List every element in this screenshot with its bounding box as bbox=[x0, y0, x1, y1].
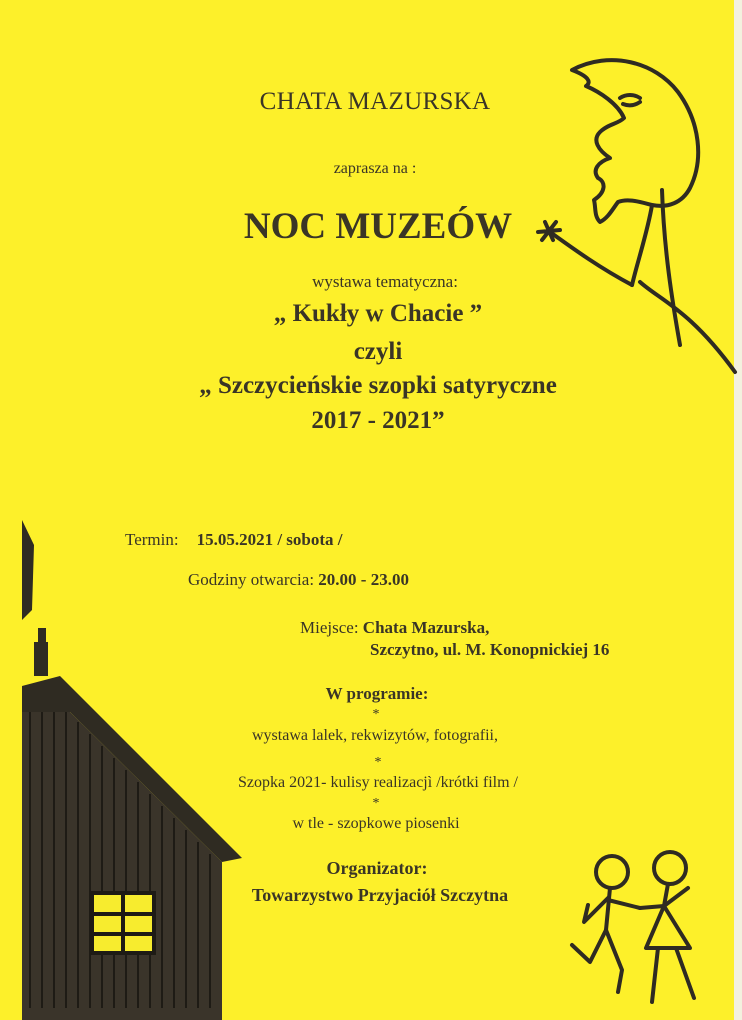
hours-value: 20.00 - 23.00 bbox=[318, 570, 409, 589]
hours-row bbox=[188, 570, 409, 590]
exhibition-label: wystawa tematyczna: bbox=[312, 272, 458, 291]
date-value: 15.05.2021 / sobota / bbox=[196, 530, 343, 549]
date-label: Termin: bbox=[125, 530, 179, 549]
wooden-house-icon bbox=[22, 520, 242, 1020]
place-label: Miejsce: bbox=[300, 618, 359, 637]
program-item: Szopka 2021- kulisy realizacjì /krótki film / bbox=[238, 774, 518, 791]
moon-face-icon bbox=[538, 60, 735, 372]
invite-text: zaprasza na : bbox=[333, 160, 417, 177]
place-line2: Szczytno, ul. M. Konopnickiej 16 bbox=[370, 640, 610, 659]
place-row bbox=[300, 618, 489, 638]
exhibition-years: 2017 - 2021” bbox=[311, 407, 445, 434]
date-row bbox=[125, 530, 343, 550]
dancing-couple-icon bbox=[572, 852, 694, 1002]
place-line1: Chata Mazurska, bbox=[362, 618, 490, 637]
exhibition-subtitle: „ Szczycieńskie szopki satyryczne bbox=[199, 372, 557, 399]
organizer-title: Organizator: bbox=[326, 858, 428, 878]
hours-label: Godziny otwarcia: bbox=[188, 570, 315, 589]
exhibition-or: czyli bbox=[353, 338, 403, 365]
program-title: W programie: bbox=[325, 684, 429, 703]
organizer-name: Towarzystwo Przyjaciół Szczytna bbox=[251, 885, 509, 905]
exhibition-name: „ Kukły w Chacie ” bbox=[273, 300, 483, 327]
program-separator: * bbox=[372, 707, 380, 722]
program-item: wystawa lalek, rekwizytów, fotografii, bbox=[252, 727, 498, 744]
program-item: w tle - szopkowe piosenki bbox=[292, 815, 460, 832]
program-separator: * bbox=[374, 755, 382, 770]
event-title: NOC MUZEÓW bbox=[243, 206, 513, 247]
program-separator: * bbox=[372, 796, 380, 811]
organization-name: CHATA MAZURSKA bbox=[259, 88, 491, 115]
